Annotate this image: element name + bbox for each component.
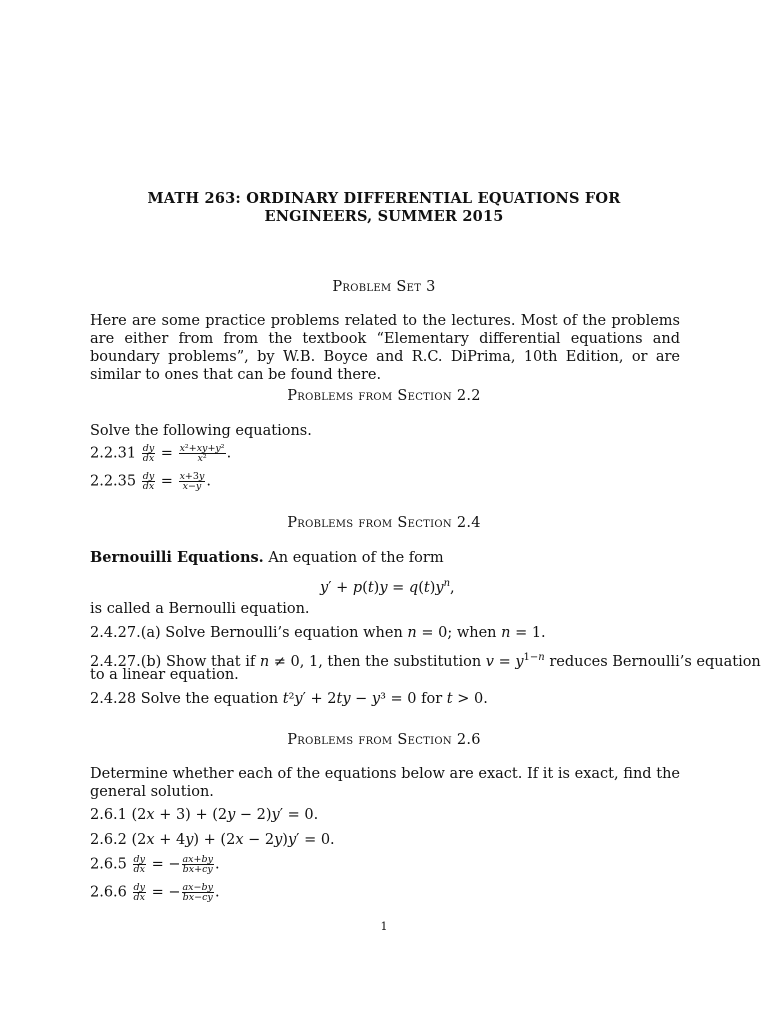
section-2-6-instruction: Determine whether each of the equations below are exact. If it is exact, find the general solution. <box>90 766 680 800</box>
problem-label: 2.4.27.(b) <box>90 653 162 670</box>
section-2-4-heading: Problems from Section 2.4 <box>287 515 481 531</box>
problem-2-6-6: 2.6.6 $\frac{dy}{dx}$ = − $\frac{ax-by}{bx-cy}$ . <box>90 882 220 903</box>
problem-text: Solve the equation <box>140 691 279 707</box>
problem-text-cont: , then the substitution <box>318 653 482 670</box>
section-2-2-heading: Problems from Section 2.2 <box>287 388 481 404</box>
problem-label: 2.2.31 <box>90 445 137 462</box>
problem-text-cont: for <box>421 691 443 707</box>
page-number: 1 <box>380 920 388 933</box>
problem-2-4-27-a: 2.4.27.(a) Solve Bernoulli’s equation when n = 0; when n = 1. <box>90 625 546 641</box>
fraction-rhs: $\frac{\text{x²+xy+y²}}{\text{x²}}$ <box>179 443 225 464</box>
problem-label: 2.6.1 <box>90 807 127 823</box>
fraction-rhs: $\frac{ax+by}{bx+cy}$ <box>182 854 213 875</box>
problem-text: Solve Bernoulli’s equation when <box>165 625 403 641</box>
intro-paragraph: Here are some practice problems related to the lectures. Most of the problems are either from from the textbook “Elementary differential equations and boundary problems”, by W.B. Boyce and R.C. DiPrima, 10th Edition, or are similar to ones that can be found there. <box>90 313 680 383</box>
problem-text-cont-2: reduces Bernoulli’s equation <box>549 653 761 670</box>
document-title-line-2: ENGINEERS, SUMMER 2015 <box>264 208 504 225</box>
problem-label: 2.6.6 <box>90 884 127 901</box>
problem-2-6-5: 2.6.5 $\frac{dy}{dx}$ = − $\frac{ax+by}{bx+cy}$ . <box>90 854 220 875</box>
problem-2-2-31: 2.2.31 $\frac{dy}{dx}$ = $\frac{\text{x²+xy+y²}}{\text{x²}}$ . <box>90 443 232 464</box>
fraction-dy-dx: $\frac{dy}{dx}$ <box>142 443 155 464</box>
problem-label: 2.4.27.(a) <box>90 625 161 641</box>
bernoulli-intro-text: An equation of the form <box>268 550 444 566</box>
bernoulli-equation: $y' + p(t)y = q(t)y^n$, <box>320 578 455 596</box>
fraction-dy-dx: $\frac{dy}{dx}$ <box>142 471 155 492</box>
bernoulli-title: Bernouilli Equations. <box>90 549 264 566</box>
fraction-rhs: $\frac{x+3y}{x-y}$ <box>179 471 205 492</box>
bernoulli-called-line: is called a Bernoulli equation. <box>90 601 310 617</box>
problem-label: 2.2.35 <box>90 473 137 490</box>
section-2-6-heading: Problems from Section 2.6 <box>287 732 481 748</box>
problem-set-heading: Problem Set 3 <box>332 279 436 295</box>
problem-2-4-27-b-cont: to a linear equation. <box>90 667 239 683</box>
problem-label: 2.4.28 <box>90 691 137 707</box>
problem-text: Show that if <box>165 653 256 670</box>
problem-2-4-28: 2.4.28 Solve the equation t²y′ + 2ty − y³ = 0 for t > 0. <box>90 691 488 707</box>
fraction-dy-dx: $\frac{dy}{dx}$ <box>133 882 145 903</box>
bernoulli-intro-line <box>90 549 444 567</box>
section-2-2-instruction: Solve the following equations. <box>90 423 312 439</box>
problem-2-6-2: 2.6.2 (2x + 4y) + (2x − 2y)y′ = 0. <box>90 832 335 848</box>
fraction-dy-dx: $\frac{dy}{dx}$ <box>133 854 145 875</box>
problem-2-6-1: 2.6.1 (2x + 3) + (2y − 2)y′ = 0. <box>90 807 319 823</box>
problem-2-4-27-b: 2.4.27.(b) Show that if n ≠ 0, 1, then the substitution $v = y^{1-n}$ reduces Bernoulli’s equation <box>90 652 761 670</box>
problem-label: 2.6.5 <box>90 856 127 873</box>
fraction-rhs: $\frac{ax-by}{bx-cy}$ <box>182 882 213 903</box>
problem-2-2-35: 2.2.35 $\frac{dy}{dx}$ = $\frac{x+3y}{x-y}$ . <box>90 471 211 492</box>
document-title-line-1: MATH 263: ORDINARY DIFFERENTIAL EQUATIONS FOR <box>147 190 621 207</box>
problem-text-cont: ; when <box>447 625 497 641</box>
problem-label: 2.6.2 <box>90 832 127 848</box>
